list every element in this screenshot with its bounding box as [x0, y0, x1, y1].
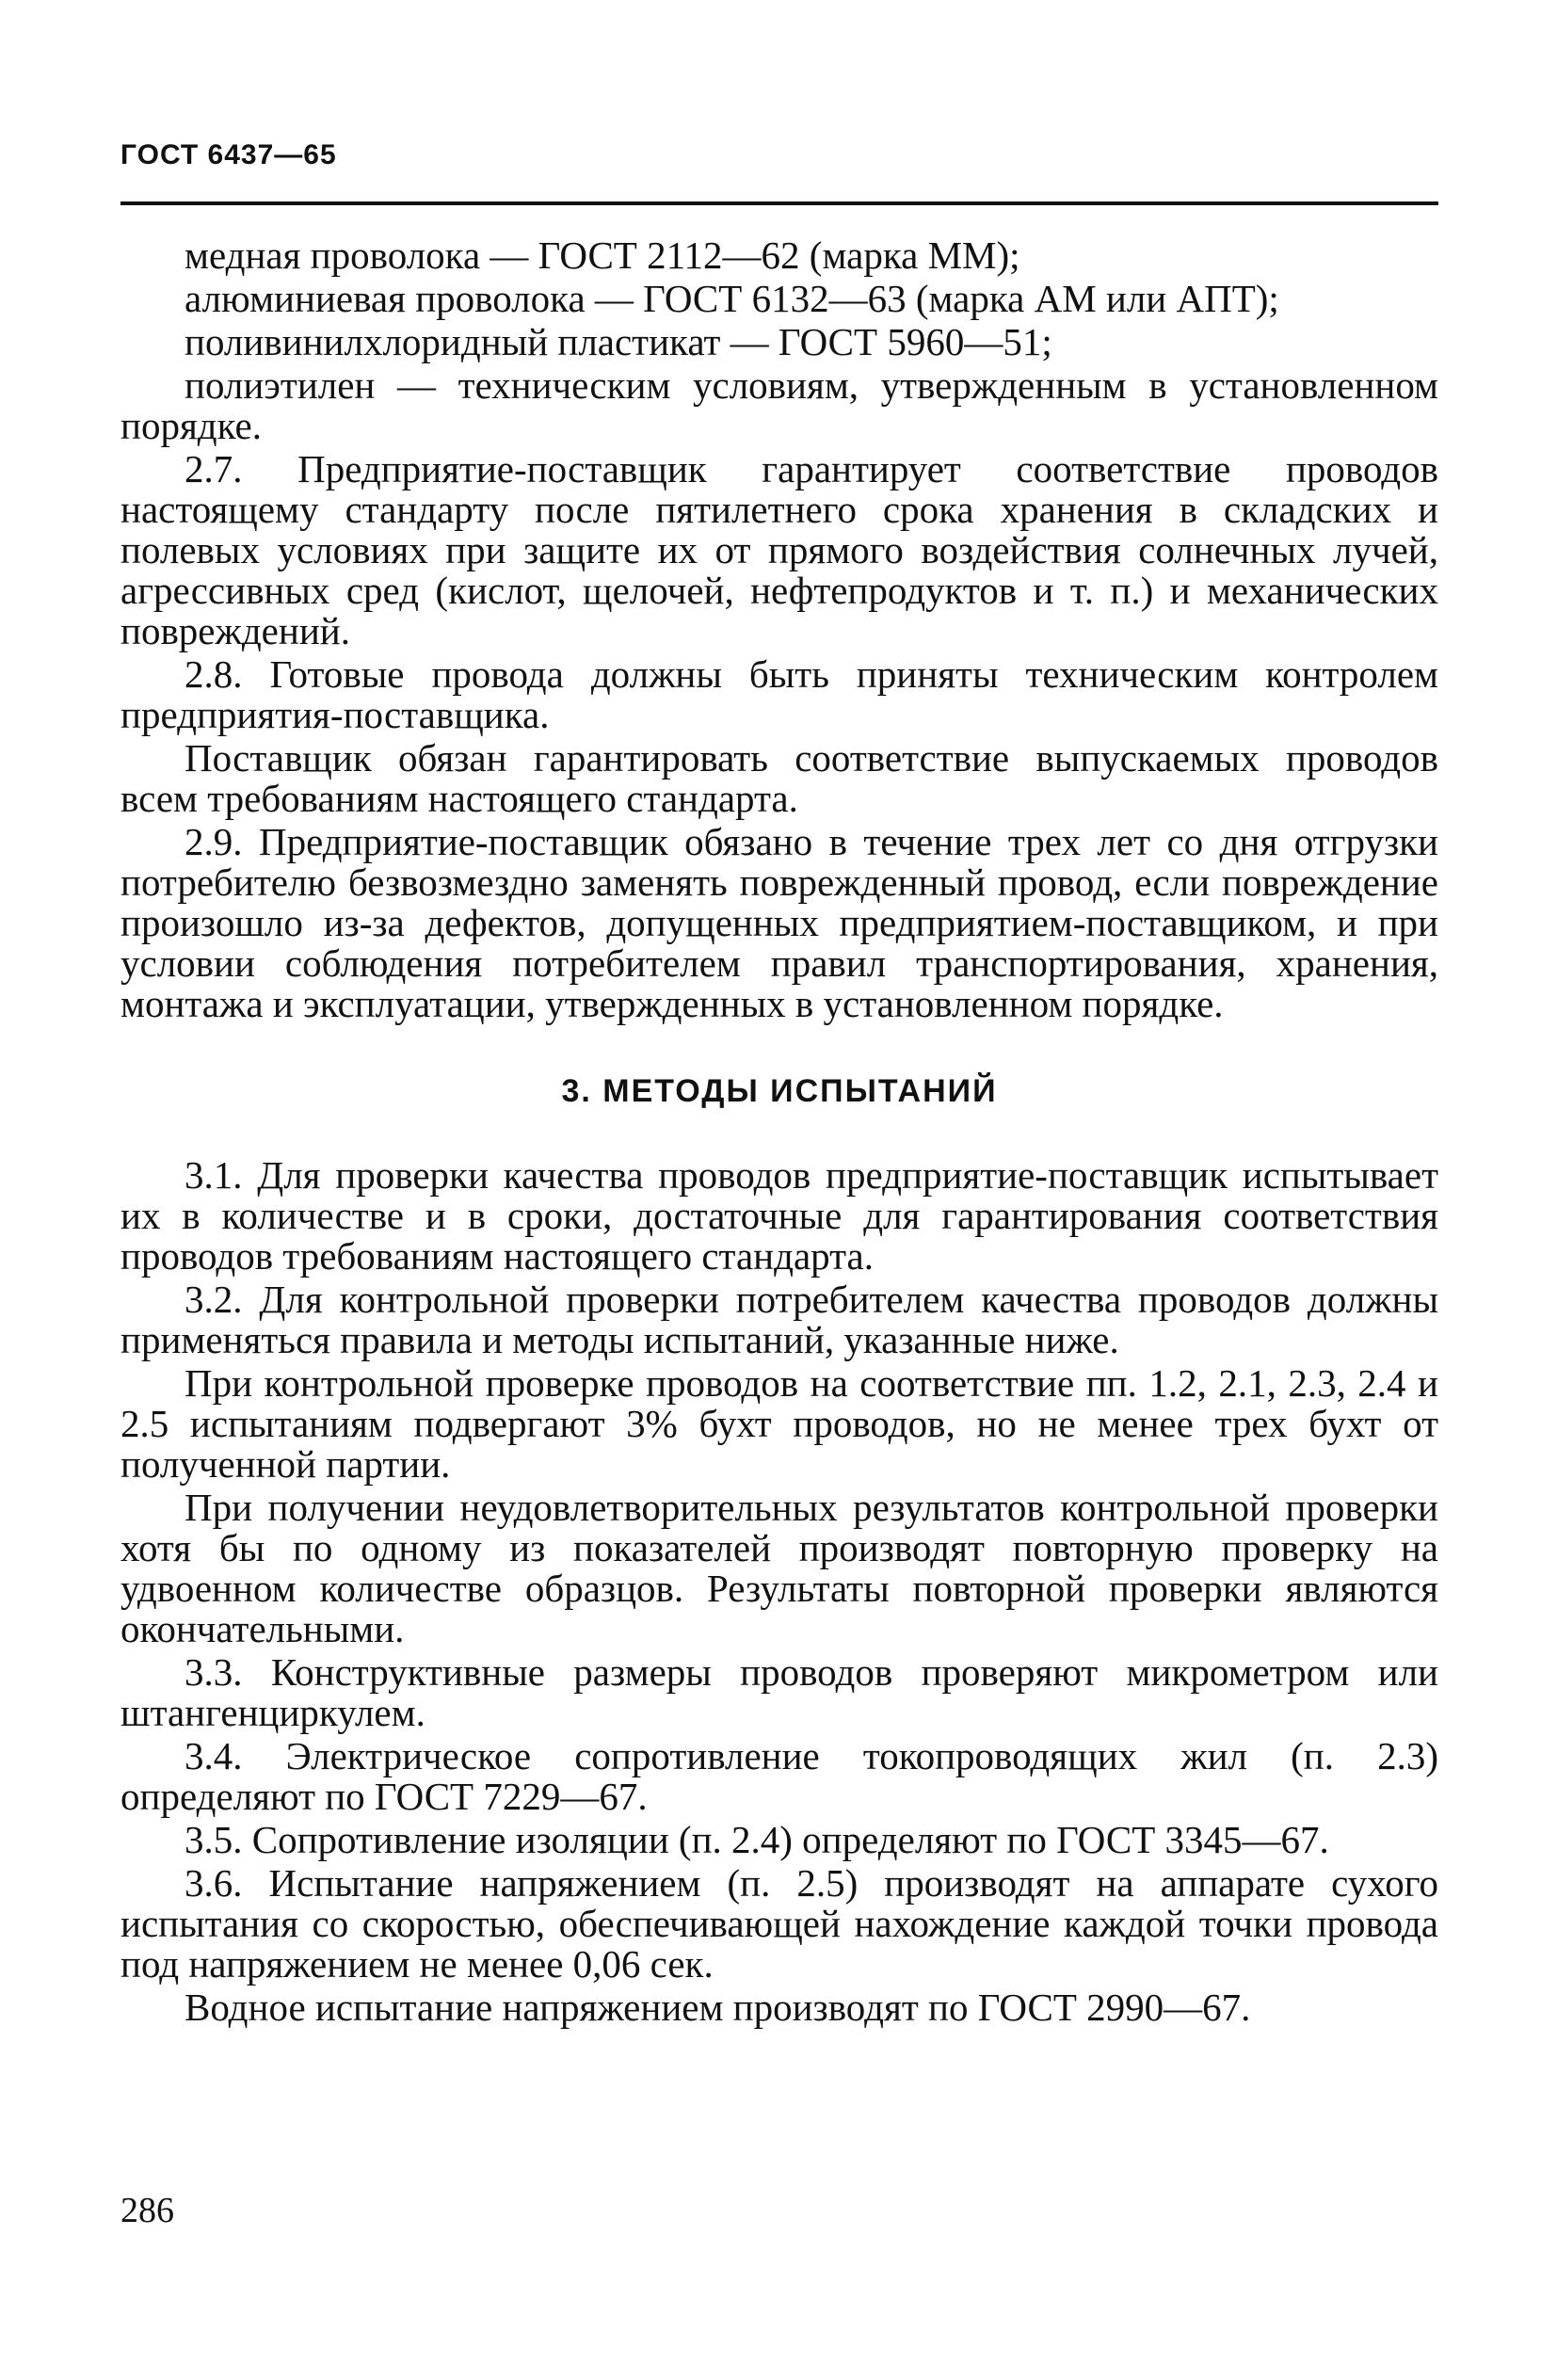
page-number: 286 [120, 2191, 174, 2230]
paragraph-2-8: 2.8. Готовые провода должны быть приняты техническим контролем предприятия-поставщика. [120, 652, 1438, 736]
paragraph: При контрольной проверке проводов на соответствие пп. 1.2, 2.1, 2.3, 2.4 и 2.5 испытаниям подвергают 3% бухт проводов, но не менее трех бухт от полученной партии. [120, 1361, 1438, 1486]
paragraph-2-7: 2.7. Предприятие-поставщик гарантирует соответствие проводов настоящему стандарту после пятилетнего срока хранения в складских и полевых условиях при защите их от прямого воздействия солнечных лучей, агрессивных сред (кислот, щелочей, нефтепродуктов и т. п.) и механических повреждений. [120, 447, 1438, 652]
paragraph: Поставщик обязан гарантировать соответствие выпускаемых проводов всем требованиям настоящего стандарта. [120, 736, 1438, 820]
paragraph-3-3: 3.3. Конструктивные размеры проводов проверяют микрометром или штангенциркулем. [120, 1650, 1438, 1734]
section-title: 3. МЕТОДЫ ИСПЫТАНИЙ [561, 1073, 998, 1109]
paragraph-3-4: 3.4. Электрическое сопротивление токопроводящих жил (п. 2.3) определяют по ГОСТ 7229—67. [120, 1734, 1438, 1818]
paragraph: алюминиевая проволока — ГОСТ 6132—63 (марка АМ или АПТ); [185, 277, 1279, 320]
paragraph-3-2: 3.2. Для контрольной проверки потребителем качества проводов должны применяться правила и методы испытаний, указанные ниже. [120, 1278, 1438, 1361]
paragraph: полиэтилен — техническим условиям, утвержденным в установленном порядке. [120, 363, 1438, 447]
page-body [120, 235, 1438, 2028]
page-header-title: ГОСТ 6437—65 [120, 139, 337, 170]
paragraph: поливинилхлоридный пластикат — ГОСТ 5960—51; [185, 320, 1052, 363]
paragraph: При получении неудовлетворительных результатов контрольной проверки хотя бы по одному из показателей производят повторную проверку на удвоенном количестве образцов. Результаты повторной проверки являются окончательными. [120, 1486, 1438, 1650]
paragraph-2-9: 2.9. Предприятие-поставщик обязано в течение трех лет со дня отгрузки потребителю безвозмездно заменять поврежденный провод, если повреждение произошло из-за дефектов, допущенных предприятием-поставщиком, и при условии соблюдения потребителем правил транспортирования, хранения, монтажа и эксплуатации, утвержденных в установленном порядке. [120, 820, 1438, 1025]
header-rule [120, 201, 1438, 205]
paragraph: Водное испытание напряжением производят по ГОСТ 2990—67. [185, 1986, 1251, 2029]
paragraph-3-6: 3.6. Испытание напряжением (п. 2.5) производят на аппарате сухого испытания со скоростью, обеспечивающей нахождение каждой точки провода под напряжением не менее 0,06 сек. [120, 1861, 1438, 1986]
paragraph-3-1: 3.1. Для проверки качества проводов предприятие-поставщик испытывает их в количестве и в сроки, достаточные для гарантирования соответствия проводов требованиям настоящего стандарта. [120, 1153, 1438, 1278]
paragraph: медная проволока — ГОСТ 2112—62 (марка ММ); [185, 233, 1020, 277]
paragraph-3-5: 3.5. Сопротивление изоляции (п. 2.4) определяют по ГОСТ 3345—67. [185, 1818, 1329, 1861]
